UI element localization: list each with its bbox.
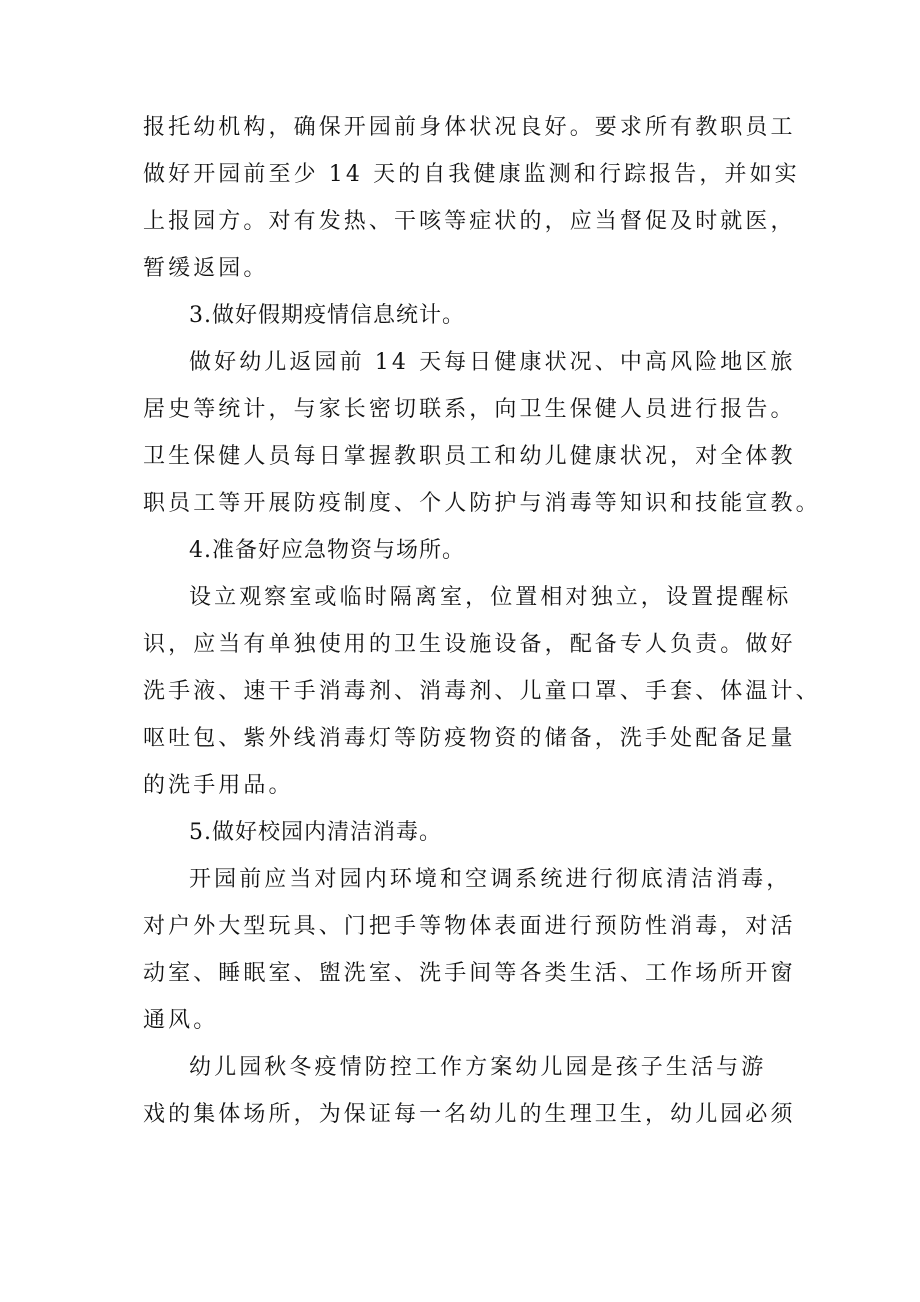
text-line: 对户外大型玩具、门把手等物体表面进行预防性消毒，对活 <box>143 914 796 939</box>
paragraph-first-line: 开园前应当对园内环境和空调系统进行彻底清洁消毒， <box>189 867 792 892</box>
text-line: 职员工等开展防疫制度、个人防护与消毒等知识和技能宣教。 <box>143 491 821 516</box>
paragraph-first-line: 幼儿园秋冬疫情防控工作方案幼儿园是孩子生活与游 <box>189 1055 767 1080</box>
paragraph-first-line: 做好幼儿返园前 14 天每日健康状况、中高风险地区旅 <box>189 350 796 375</box>
section-heading: 3.做好假期疫情信息统计。 <box>189 303 465 328</box>
text-line: 识，应当有单独使用的卫生设施设备，配备专人负责。做好 <box>143 632 796 657</box>
section-heading: 5.做好校园内清洁消毒。 <box>189 820 442 845</box>
text-line: 呕吐包、紫外线消毒灯等防疫物资的储备，洗手处配备足量 <box>143 726 796 751</box>
text-line: 通风。 <box>143 1008 219 1033</box>
text-line: 暂缓返园。 <box>143 256 269 281</box>
text-line: 动室、睡眠室、盥洗室、洗手间等各类生活、工作场所开窗 <box>143 961 796 986</box>
text-line: 报托幼机构，确保开园前身体状况良好。要求所有教职员工 <box>143 115 796 140</box>
text-line: 上报园方。对有发热、干咳等症状的，应当督促及时就医， <box>143 209 796 234</box>
text-line: 做好开园前至少 14 天的自我健康监测和行踪报告，并如实 <box>143 162 800 187</box>
text-line: 戏的集体场所，为保证每一名幼儿的生理卫生，幼儿园必须 <box>143 1102 796 1127</box>
paragraph-first-line: 设立观察室或临时隔离室，位置相对独立，设置提醒标 <box>189 585 792 610</box>
text-line: 卫生保健人员每日掌握教职员工和幼儿健康状况，对全体教 <box>143 444 796 469</box>
text-line: 的洗手用品。 <box>143 773 294 798</box>
text-line: 居史等统计，与家长密切联系，向卫生保健人员进行报告。 <box>143 397 796 422</box>
section-heading: 4.准备好应急物资与场所。 <box>189 538 465 563</box>
text-line: 洗手液、速干手消毒剂、消毒剂、儿童口罩、手套、体温计、 <box>143 679 821 704</box>
